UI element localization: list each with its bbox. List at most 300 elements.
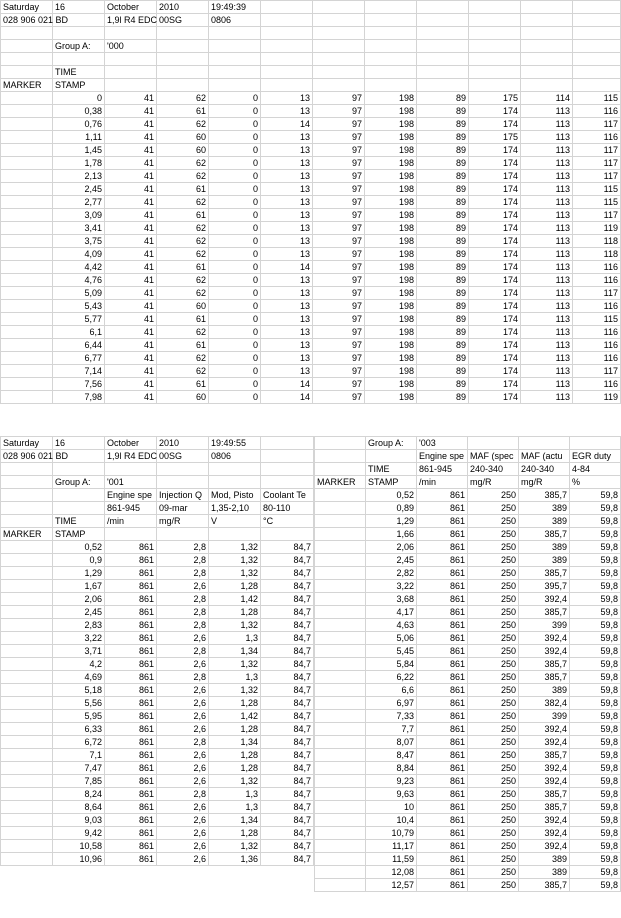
table-cell[interactable]: 392,4 — [519, 645, 570, 658]
header-cell[interactable] — [1, 489, 53, 502]
table-cell[interactable] — [1, 723, 53, 736]
table-cell[interactable]: 14 — [261, 391, 313, 404]
table-cell[interactable]: 392,4 — [519, 775, 570, 788]
table-cell[interactable] — [1, 287, 53, 300]
table-cell[interactable]: 2,6 — [157, 762, 209, 775]
table-cell[interactable]: 198 — [365, 378, 417, 391]
table-cell[interactable]: 861 — [417, 840, 468, 853]
header-cell[interactable]: Group A: — [366, 437, 417, 450]
table-cell[interactable]: 7,85 — [53, 775, 105, 788]
table-cell[interactable]: 13 — [261, 105, 313, 118]
table-cell[interactable]: 385,7 — [519, 489, 570, 502]
table-cell[interactable]: 89 — [417, 92, 469, 105]
table-cell[interactable]: 13 — [261, 274, 313, 287]
header-cell[interactable] — [469, 79, 521, 92]
table-cell[interactable]: 41 — [105, 300, 157, 313]
table-cell[interactable]: 2,45 — [53, 606, 105, 619]
header-cell[interactable]: Engine spe — [105, 489, 157, 502]
table-cell[interactable]: 250 — [468, 593, 519, 606]
table-cell[interactable]: 89 — [417, 313, 469, 326]
table-cell[interactable]: 6,1 — [53, 326, 105, 339]
table-cell[interactable]: 41 — [105, 92, 157, 105]
table-cell[interactable]: 59,8 — [570, 528, 621, 541]
table-cell[interactable]: 59,8 — [570, 801, 621, 814]
table-cell[interactable]: 385,7 — [519, 788, 570, 801]
header-cell[interactable] — [261, 66, 313, 79]
table-cell[interactable]: 861 — [417, 749, 468, 762]
table-cell[interactable]: 13 — [261, 365, 313, 378]
table-cell[interactable]: 89 — [417, 196, 469, 209]
table-cell[interactable]: 10,79 — [366, 827, 417, 840]
table-cell[interactable]: 59,8 — [570, 866, 621, 879]
table-cell[interactable]: 59,8 — [570, 684, 621, 697]
header-cell[interactable] — [261, 450, 314, 463]
table-cell[interactable]: 250 — [468, 580, 519, 593]
table-cell[interactable]: 118 — [573, 248, 621, 261]
table-cell[interactable]: 97 — [313, 287, 365, 300]
table-cell[interactable]: 198 — [365, 274, 417, 287]
table-cell[interactable]: 41 — [105, 352, 157, 365]
table-cell[interactable]: 89 — [417, 300, 469, 313]
table-cell[interactable]: 113 — [521, 378, 573, 391]
table-cell[interactable]: 13 — [261, 326, 313, 339]
header-cell[interactable] — [105, 27, 157, 40]
table-cell[interactable]: 0 — [209, 339, 261, 352]
header-cell[interactable] — [1, 27, 53, 40]
header-cell[interactable]: '001 — [105, 476, 157, 489]
table-cell[interactable]: 250 — [468, 775, 519, 788]
table-cell[interactable]: 861 — [417, 879, 468, 892]
table-cell[interactable]: 174 — [469, 300, 521, 313]
table-cell[interactable]: 0 — [209, 196, 261, 209]
table-cell[interactable]: 861 — [105, 827, 157, 840]
table-cell[interactable]: 13 — [261, 248, 313, 261]
header-cell[interactable] — [417, 1, 469, 14]
header-cell[interactable]: EGR duty — [570, 450, 621, 463]
table-cell[interactable]: 113 — [521, 339, 573, 352]
table-cell[interactable]: 861 — [417, 827, 468, 840]
header-cell[interactable] — [469, 66, 521, 79]
table-cell[interactable]: 13 — [261, 183, 313, 196]
table-cell[interactable]: 61 — [157, 105, 209, 118]
table-cell[interactable]: 6,44 — [53, 339, 105, 352]
header-cell[interactable]: '003 — [417, 437, 468, 450]
table-cell[interactable]: 250 — [468, 853, 519, 866]
table-cell[interactable]: 7,14 — [53, 365, 105, 378]
table-cell[interactable]: 861 — [105, 658, 157, 671]
table-cell[interactable]: 3,22 — [53, 632, 105, 645]
table-cell[interactable]: 0 — [209, 365, 261, 378]
table-cell[interactable]: 13 — [261, 92, 313, 105]
header-cell[interactable]: 16 — [53, 437, 105, 450]
table-cell[interactable]: 9,63 — [366, 788, 417, 801]
header-cell[interactable] — [157, 79, 209, 92]
table-cell[interactable]: 97 — [313, 313, 365, 326]
table-cell[interactable]: 861 — [417, 801, 468, 814]
table-cell[interactable]: 2,6 — [157, 658, 209, 671]
table-cell[interactable]: 59,8 — [570, 736, 621, 749]
table-cell[interactable]: 1,3 — [209, 788, 261, 801]
table-cell[interactable] — [315, 723, 366, 736]
table-cell[interactable]: 385,7 — [519, 749, 570, 762]
table-cell[interactable]: 89 — [417, 378, 469, 391]
header-cell[interactable] — [261, 528, 314, 541]
table-cell[interactable]: 84,7 — [261, 554, 314, 567]
table-cell[interactable]: 97 — [313, 235, 365, 248]
table-cell[interactable]: 861 — [105, 619, 157, 632]
header-cell[interactable] — [365, 79, 417, 92]
header-cell[interactable] — [209, 528, 261, 541]
table-cell[interactable]: 174 — [469, 209, 521, 222]
table-cell[interactable]: 174 — [469, 144, 521, 157]
table-cell[interactable]: 250 — [468, 554, 519, 567]
table-cell[interactable]: 1,34 — [209, 645, 261, 658]
header-cell[interactable] — [53, 489, 105, 502]
table-cell[interactable]: 89 — [417, 339, 469, 352]
table-cell[interactable]: 62 — [157, 196, 209, 209]
header-cell[interactable] — [313, 79, 365, 92]
table-cell[interactable]: 84,7 — [261, 762, 314, 775]
table-cell[interactable]: 62 — [157, 118, 209, 131]
table-cell[interactable]: 385,7 — [519, 528, 570, 541]
table-cell[interactable] — [315, 645, 366, 658]
table-cell[interactable] — [1, 840, 53, 853]
table-cell[interactable]: 62 — [157, 157, 209, 170]
table-cell[interactable] — [1, 827, 53, 840]
table-cell[interactable] — [1, 365, 53, 378]
header-cell[interactable] — [313, 53, 365, 66]
header-cell[interactable] — [157, 53, 209, 66]
table-cell[interactable]: 89 — [417, 144, 469, 157]
table-cell[interactable]: 5,84 — [366, 658, 417, 671]
header-cell[interactable]: Saturday — [1, 437, 53, 450]
header-cell[interactable] — [105, 79, 157, 92]
header-cell[interactable] — [521, 66, 573, 79]
table-cell[interactable]: 41 — [105, 105, 157, 118]
table-cell[interactable]: 61 — [157, 183, 209, 196]
header-cell[interactable]: Mod, Pisto — [209, 489, 261, 502]
table-cell[interactable]: 41 — [105, 248, 157, 261]
table-cell[interactable]: 2,6 — [157, 580, 209, 593]
table-cell[interactable]: 97 — [313, 300, 365, 313]
table-cell[interactable]: 2,6 — [157, 723, 209, 736]
header-cell[interactable] — [209, 40, 261, 53]
table-cell[interactable] — [1, 658, 53, 671]
table-cell[interactable]: 97 — [313, 92, 365, 105]
table-cell[interactable]: 861 — [417, 645, 468, 658]
table-cell[interactable]: 59,8 — [570, 879, 621, 892]
header-cell[interactable] — [573, 14, 621, 27]
table-cell[interactable]: 59,8 — [570, 710, 621, 723]
header-cell[interactable] — [105, 66, 157, 79]
header-cell[interactable]: mg/R — [157, 515, 209, 528]
table-cell[interactable]: 4,69 — [53, 671, 105, 684]
table-cell[interactable]: 1,66 — [366, 528, 417, 541]
table-cell[interactable]: 97 — [313, 131, 365, 144]
table-cell[interactable]: 7,7 — [366, 723, 417, 736]
table-cell[interactable] — [1, 853, 53, 866]
header-cell[interactable] — [209, 79, 261, 92]
table-cell[interactable]: 2,6 — [157, 710, 209, 723]
table-cell[interactable]: 41 — [105, 131, 157, 144]
table-cell[interactable]: 84,7 — [261, 593, 314, 606]
table-cell[interactable]: 0 — [209, 378, 261, 391]
table-cell[interactable] — [1, 391, 53, 404]
table-cell[interactable]: 861 — [417, 671, 468, 684]
table-cell[interactable]: 4,09 — [53, 248, 105, 261]
table-cell[interactable]: 60 — [157, 131, 209, 144]
header-cell[interactable]: °C — [261, 515, 314, 528]
table-cell[interactable]: 250 — [468, 814, 519, 827]
table-cell[interactable]: 250 — [468, 658, 519, 671]
table-cell[interactable] — [1, 261, 53, 274]
table-cell[interactable] — [315, 814, 366, 827]
header-cell[interactable] — [521, 40, 573, 53]
table-cell[interactable]: 116 — [573, 326, 621, 339]
table-cell[interactable]: 2,6 — [157, 827, 209, 840]
header-cell[interactable] — [469, 40, 521, 53]
table-cell[interactable]: 392,4 — [519, 632, 570, 645]
table-cell[interactable]: 113 — [521, 157, 573, 170]
table-cell[interactable]: 2,06 — [53, 593, 105, 606]
table-cell[interactable]: 861 — [417, 502, 468, 515]
header-cell[interactable] — [261, 437, 314, 450]
header-cell[interactable] — [315, 463, 366, 476]
table-cell[interactable] — [315, 775, 366, 788]
header-cell[interactable]: /min — [105, 515, 157, 528]
header-cell[interactable] — [1, 502, 53, 515]
table-cell[interactable]: 13 — [261, 339, 313, 352]
table-cell[interactable]: 11,17 — [366, 840, 417, 853]
table-cell[interactable]: 2,13 — [53, 170, 105, 183]
table-cell[interactable]: 113 — [521, 352, 573, 365]
table-cell[interactable]: 1,28 — [209, 723, 261, 736]
table-cell[interactable]: 115 — [573, 183, 621, 196]
header-cell[interactable]: STAMP — [366, 476, 417, 489]
table-cell[interactable]: 861 — [417, 515, 468, 528]
table-cell[interactable]: 41 — [105, 209, 157, 222]
table-cell[interactable]: 116 — [573, 105, 621, 118]
table-cell[interactable]: 0 — [209, 157, 261, 170]
header-cell[interactable]: mg/R — [468, 476, 519, 489]
table-cell[interactable]: 861 — [417, 788, 468, 801]
table-cell[interactable]: 0,52 — [366, 489, 417, 502]
header-cell[interactable] — [521, 14, 573, 27]
table-cell[interactable] — [1, 274, 53, 287]
table-cell[interactable]: 250 — [468, 879, 519, 892]
table-cell[interactable]: 0 — [209, 183, 261, 196]
table-cell[interactable]: 1,32 — [209, 567, 261, 580]
header-cell[interactable] — [209, 27, 261, 40]
table-cell[interactable]: 0 — [209, 92, 261, 105]
table-cell[interactable]: 250 — [468, 567, 519, 580]
header-cell[interactable] — [315, 450, 366, 463]
table-cell[interactable]: 59,8 — [570, 788, 621, 801]
table-cell[interactable]: 4,63 — [366, 619, 417, 632]
table-cell[interactable]: 84,7 — [261, 788, 314, 801]
table-cell[interactable]: 10 — [366, 801, 417, 814]
header-cell[interactable] — [417, 53, 469, 66]
table-cell[interactable]: 89 — [417, 222, 469, 235]
header-cell[interactable] — [469, 1, 521, 14]
table-cell[interactable]: 0 — [209, 261, 261, 274]
table-cell[interactable]: 7,47 — [53, 762, 105, 775]
table-cell[interactable]: 2,6 — [157, 840, 209, 853]
table-cell[interactable] — [1, 209, 53, 222]
header-cell[interactable] — [365, 27, 417, 40]
table-cell[interactable]: 84,7 — [261, 658, 314, 671]
table-cell[interactable]: 250 — [468, 827, 519, 840]
table-cell[interactable] — [315, 866, 366, 879]
table-cell[interactable]: 116 — [573, 261, 621, 274]
table-cell[interactable]: 12,57 — [366, 879, 417, 892]
table-cell[interactable] — [1, 339, 53, 352]
table-cell[interactable] — [315, 827, 366, 840]
table-cell[interactable]: 175 — [469, 92, 521, 105]
table-cell[interactable] — [1, 554, 53, 567]
table-cell[interactable]: 118 — [573, 235, 621, 248]
table-cell[interactable]: 174 — [469, 391, 521, 404]
header-cell[interactable] — [261, 27, 313, 40]
table-cell[interactable] — [315, 788, 366, 801]
table-cell[interactable]: 861 — [417, 593, 468, 606]
table-cell[interactable]: 41 — [105, 118, 157, 131]
table-cell[interactable]: 84,7 — [261, 723, 314, 736]
header-cell[interactable] — [521, 79, 573, 92]
table-cell[interactable] — [315, 749, 366, 762]
header-cell[interactable]: V — [209, 515, 261, 528]
table-cell[interactable]: 250 — [468, 619, 519, 632]
table-cell[interactable]: 84,7 — [261, 827, 314, 840]
table-cell[interactable]: 2,6 — [157, 853, 209, 866]
table-cell[interactable]: 13 — [261, 144, 313, 157]
table-cell[interactable]: 861 — [105, 762, 157, 775]
table-cell[interactable]: 13 — [261, 209, 313, 222]
table-cell[interactable] — [1, 131, 53, 144]
header-cell[interactable] — [261, 40, 313, 53]
table-cell[interactable]: 84,7 — [261, 684, 314, 697]
table-cell[interactable]: 97 — [313, 365, 365, 378]
table-cell[interactable]: 861 — [105, 593, 157, 606]
table-cell[interactable]: 174 — [469, 235, 521, 248]
table-cell[interactable]: 117 — [573, 209, 621, 222]
table-cell[interactable]: 7,1 — [53, 749, 105, 762]
table-cell[interactable] — [1, 313, 53, 326]
table-cell[interactable] — [315, 554, 366, 567]
table-cell[interactable] — [1, 92, 53, 105]
table-cell[interactable]: 97 — [313, 261, 365, 274]
header-cell[interactable]: 4-84 — [570, 463, 621, 476]
table-cell[interactable]: 2,6 — [157, 632, 209, 645]
header-cell[interactable] — [209, 463, 261, 476]
table-cell[interactable] — [1, 541, 53, 554]
header-cell[interactable] — [521, 53, 573, 66]
table-cell[interactable]: 1,11 — [53, 131, 105, 144]
table-cell[interactable]: 861 — [417, 567, 468, 580]
table-cell[interactable]: 861 — [417, 684, 468, 697]
table-cell[interactable]: 84,7 — [261, 853, 314, 866]
table-cell[interactable]: 89 — [417, 183, 469, 196]
header-cell[interactable] — [573, 40, 621, 53]
table-cell[interactable] — [315, 671, 366, 684]
table-cell[interactable]: 1,28 — [209, 697, 261, 710]
table-cell[interactable]: 250 — [468, 632, 519, 645]
table-cell[interactable]: 382,4 — [519, 697, 570, 710]
table-cell[interactable]: 59,8 — [570, 606, 621, 619]
table-cell[interactable] — [1, 632, 53, 645]
table-cell[interactable]: 9,03 — [53, 814, 105, 827]
table-cell[interactable]: 113 — [521, 235, 573, 248]
table-cell[interactable]: 89 — [417, 118, 469, 131]
table-cell[interactable]: 861 — [417, 710, 468, 723]
table-cell[interactable]: 385,7 — [519, 879, 570, 892]
header-cell[interactable] — [1, 463, 53, 476]
table-cell[interactable]: 861 — [105, 723, 157, 736]
table-cell[interactable]: 84,7 — [261, 736, 314, 749]
table-cell[interactable]: 1,32 — [209, 619, 261, 632]
table-cell[interactable] — [315, 658, 366, 671]
table-cell[interactable]: 174 — [469, 105, 521, 118]
table-cell[interactable]: 3,41 — [53, 222, 105, 235]
table-cell[interactable] — [1, 326, 53, 339]
table-cell[interactable] — [315, 632, 366, 645]
table-cell[interactable]: 89 — [417, 287, 469, 300]
table-cell[interactable]: 0 — [209, 170, 261, 183]
table-cell[interactable]: 13 — [261, 222, 313, 235]
table-cell[interactable]: 861 — [417, 853, 468, 866]
header-cell[interactable]: October — [105, 437, 157, 450]
header-cell[interactable] — [157, 66, 209, 79]
table-cell[interactable] — [1, 697, 53, 710]
table-cell[interactable]: 1,29 — [366, 515, 417, 528]
header-cell[interactable]: Group A: — [53, 476, 105, 489]
table-cell[interactable] — [315, 697, 366, 710]
table-cell[interactable] — [315, 762, 366, 775]
table-cell[interactable] — [315, 541, 366, 554]
table-cell[interactable]: 89 — [417, 274, 469, 287]
table-cell[interactable]: 0 — [209, 391, 261, 404]
table-cell[interactable]: 385,7 — [519, 671, 570, 684]
table-cell[interactable] — [315, 593, 366, 606]
table-cell[interactable]: 113 — [521, 274, 573, 287]
table-cell[interactable]: 114 — [521, 92, 573, 105]
header-cell[interactable] — [573, 27, 621, 40]
header-cell[interactable] — [1, 53, 53, 66]
table-cell[interactable]: 113 — [521, 326, 573, 339]
header-cell[interactable]: October — [105, 1, 157, 14]
table-cell[interactable]: 113 — [521, 222, 573, 235]
header-cell[interactable]: TIME — [53, 515, 105, 528]
table-cell[interactable]: 250 — [468, 736, 519, 749]
table-cell[interactable] — [1, 684, 53, 697]
table-cell[interactable]: 392,4 — [519, 723, 570, 736]
table-cell[interactable]: 174 — [469, 365, 521, 378]
table-cell[interactable]: 1,3 — [209, 801, 261, 814]
table-cell[interactable]: 62 — [157, 326, 209, 339]
table-cell[interactable]: 4,76 — [53, 274, 105, 287]
table-cell[interactable]: 389 — [519, 554, 570, 567]
header-cell[interactable]: 240-340 — [519, 463, 570, 476]
table-cell[interactable]: 2,45 — [53, 183, 105, 196]
header-cell[interactable] — [366, 450, 417, 463]
header-cell[interactable]: MAF (actu — [519, 450, 570, 463]
table-cell[interactable]: 250 — [468, 697, 519, 710]
table-cell[interactable]: 861 — [417, 554, 468, 567]
table-cell[interactable]: 392,4 — [519, 827, 570, 840]
table-cell[interactable]: 0 — [209, 105, 261, 118]
table-cell[interactable]: 97 — [313, 196, 365, 209]
table-cell[interactable]: 1,28 — [209, 606, 261, 619]
